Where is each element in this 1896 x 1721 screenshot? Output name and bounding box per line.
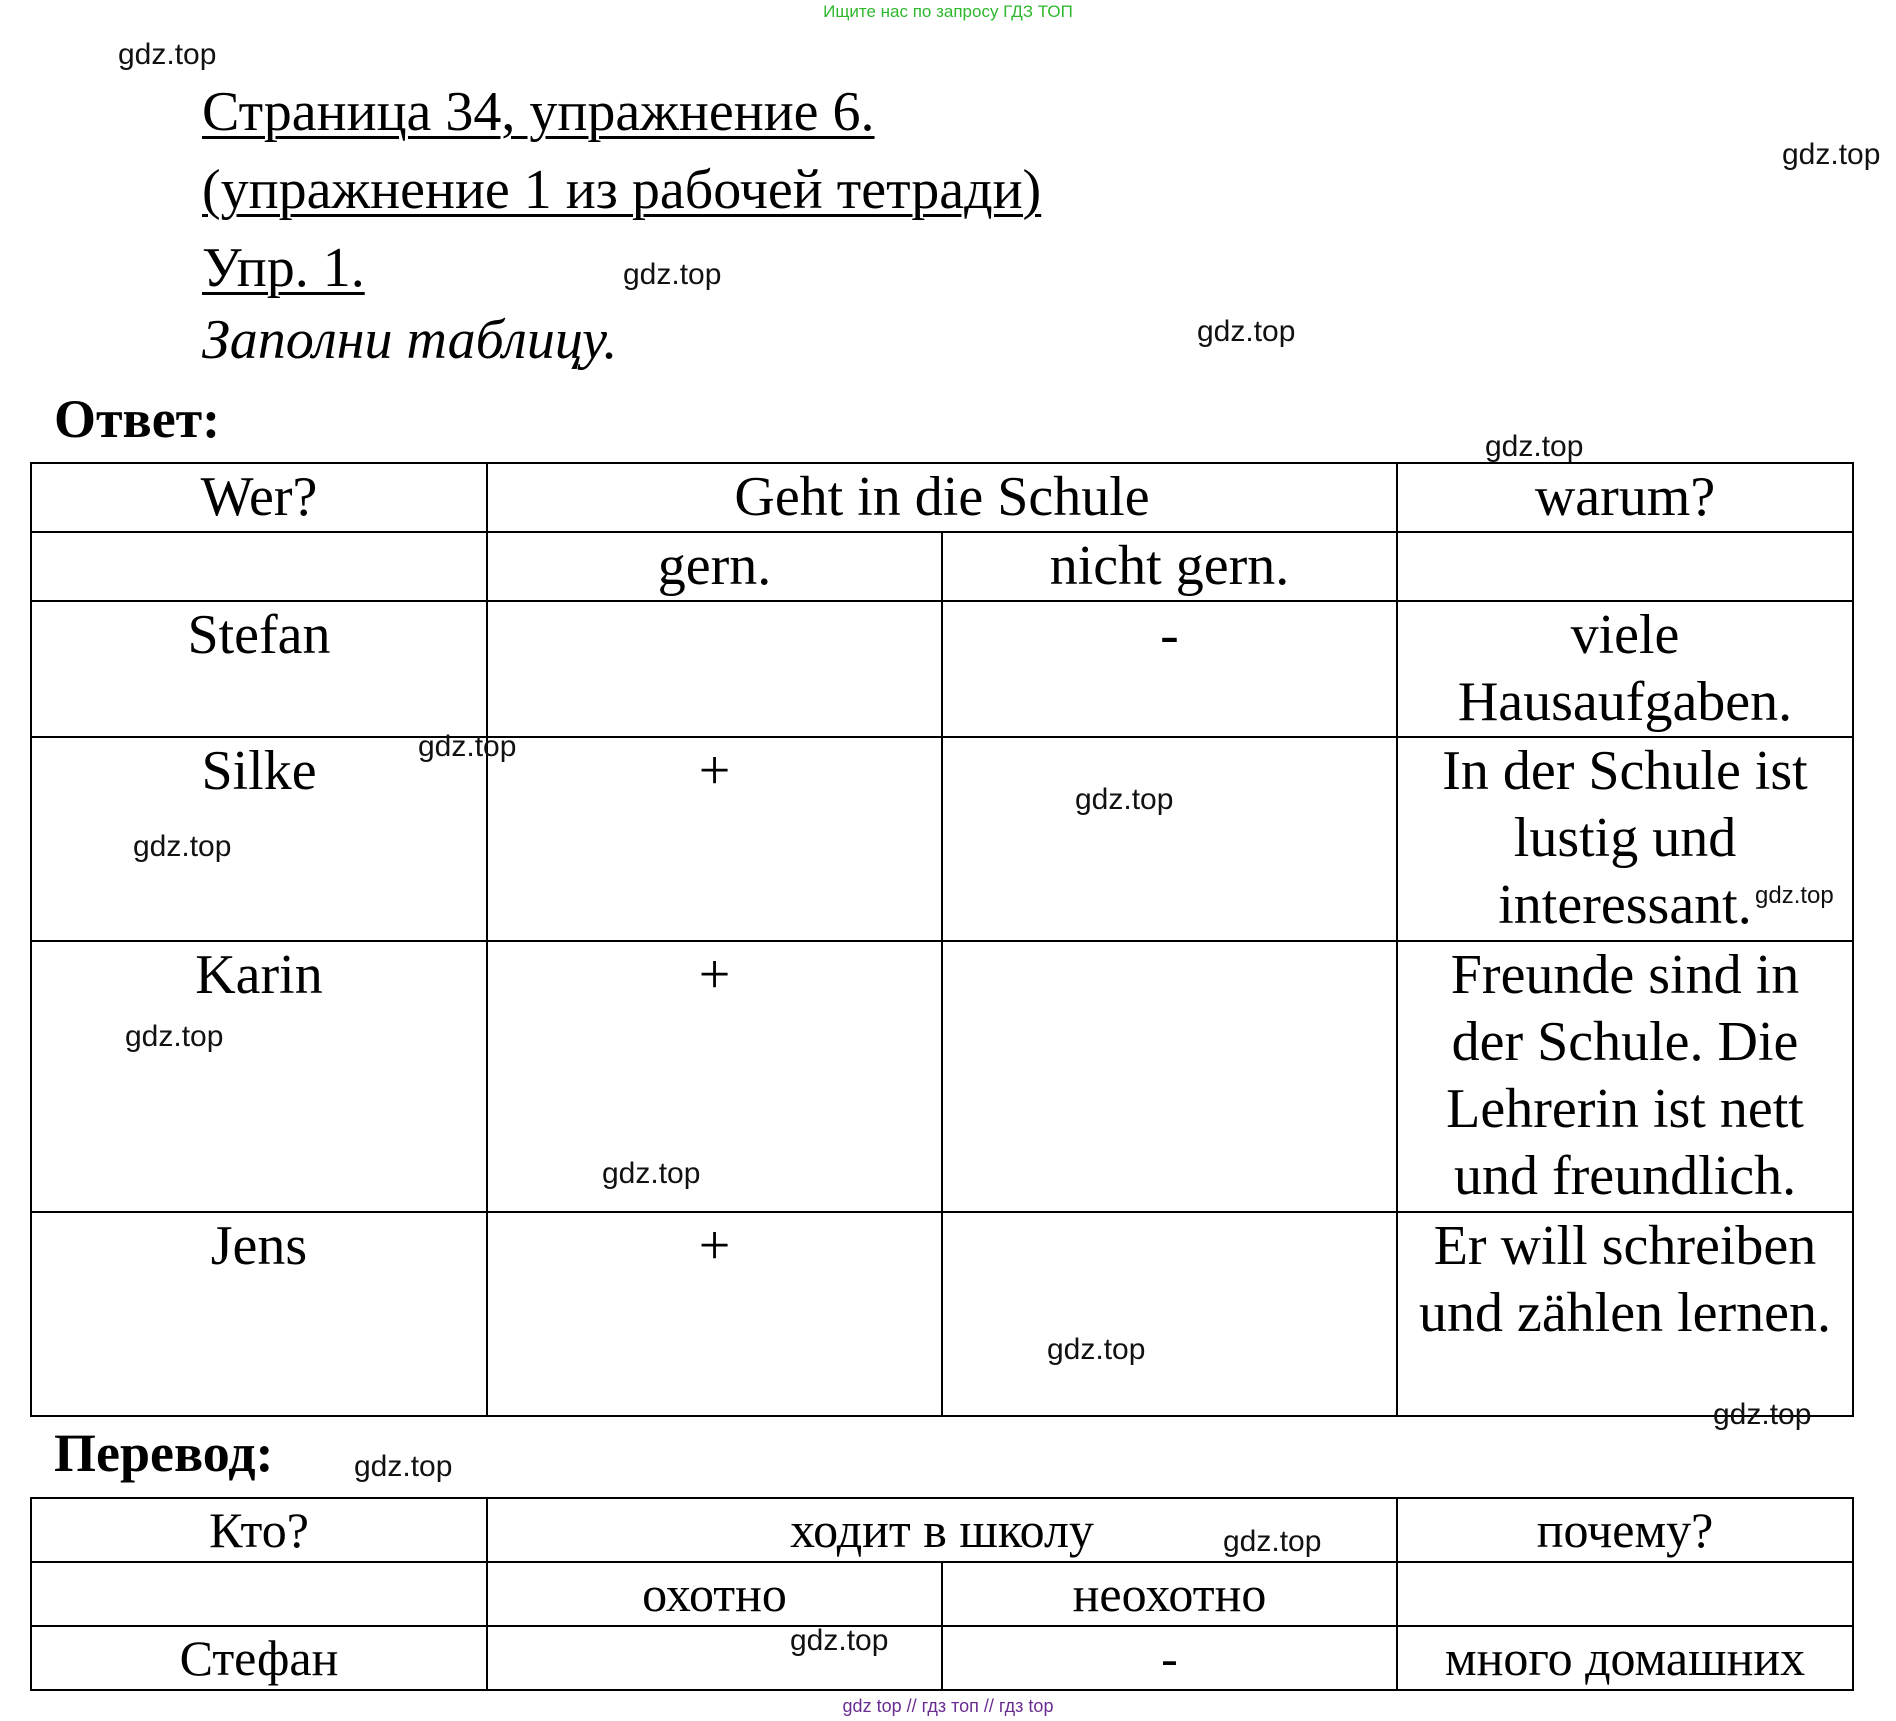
header-why: почему? xyxy=(1397,1498,1853,1562)
translation-label: Перевод: xyxy=(54,1423,274,1483)
cell-who: Karin xyxy=(31,941,487,1212)
footer-links: gdz top // гдз топ // гдз top xyxy=(842,1696,1054,1716)
cell-nicht-gern xyxy=(942,737,1397,941)
task-text: Заполни таблицу. xyxy=(202,309,618,371)
cell-why: In der Schule ist lustig und interessant. xyxy=(1397,737,1853,941)
cell-gern xyxy=(487,601,942,737)
answer-label: Ответ: xyxy=(54,389,221,449)
subheader-gern: охотно xyxy=(487,1562,942,1626)
subheader-nicht-gern: неохотно xyxy=(942,1562,1397,1626)
workbook-heading: (упражнение 1 из рабочей тетради) xyxy=(202,159,1042,221)
watermark: gdz.top xyxy=(1713,1398,1812,1431)
translation-table xyxy=(30,1497,1854,1691)
header-who: Wer? xyxy=(31,463,487,532)
header-why: warum? xyxy=(1397,463,1853,532)
subheader-empty xyxy=(1397,1562,1853,1626)
watermark: gdz.top xyxy=(1047,1333,1146,1366)
watermark: gdz.top xyxy=(790,1624,889,1657)
answer-table xyxy=(30,462,1854,1417)
cell-nicht-gern xyxy=(942,941,1397,1212)
table-row xyxy=(31,1212,1853,1416)
cell-why: много домашних xyxy=(1397,1626,1853,1690)
table-row xyxy=(31,737,1853,941)
cell-who: Stefan xyxy=(31,601,487,737)
watermark: gdz.top xyxy=(623,258,722,291)
cell-nicht-gern xyxy=(942,1212,1397,1416)
exercise-heading: Упр. 1. xyxy=(202,237,365,299)
watermark: gdz.top xyxy=(354,1450,453,1483)
cell-who: Silke xyxy=(31,737,487,941)
cell-who: Стефан xyxy=(31,1626,487,1690)
watermark: gdz.top xyxy=(133,830,232,863)
cell-why: viele Hausaufgaben. xyxy=(1397,601,1853,737)
table-row xyxy=(31,1626,1853,1690)
cell-nicht-gern: - xyxy=(942,601,1397,737)
subheader-gern: gern. xyxy=(487,532,942,601)
header-who: Кто? xyxy=(31,1498,487,1562)
subheader-empty xyxy=(31,1562,487,1626)
watermark: gdz.top xyxy=(418,730,517,763)
cell-why: Freunde sind in der Schule. Die Lehrerin ist nett und freundlich. xyxy=(1397,941,1853,1212)
cell-who: Jens xyxy=(31,1212,487,1416)
watermark: gdz.top xyxy=(1223,1525,1322,1558)
watermark: gdz.top xyxy=(1197,315,1296,348)
cell-gern: + xyxy=(487,941,942,1212)
watermark: gdz.top xyxy=(1075,783,1174,816)
header-goes-to-school: Geht in die Schule xyxy=(487,463,1397,532)
cell-why: Er will schreiben und zählen lernen. xyxy=(1397,1212,1853,1416)
cell-gern: + xyxy=(487,1212,942,1416)
subheader-empty xyxy=(1397,532,1853,601)
watermark: gdz.top xyxy=(1485,430,1584,463)
table-row xyxy=(31,941,1853,1212)
cell-gern: + xyxy=(487,737,942,941)
cell-nicht-gern: - xyxy=(942,1626,1397,1690)
subheader-empty xyxy=(31,532,487,601)
watermark: gdz.top xyxy=(1782,138,1881,171)
top-banner: Ищите нас по запросу ГДЗ ТОП xyxy=(823,2,1073,21)
header-goes-to-school: ходит в школу xyxy=(487,1498,1397,1562)
table-row xyxy=(31,601,1853,737)
watermark: gdz.top xyxy=(602,1157,701,1190)
subheader-nicht-gern: nicht gern. xyxy=(942,532,1397,601)
page-heading: Страница 34, упражнение 6. xyxy=(202,81,875,143)
watermark: gdz.top xyxy=(118,38,217,71)
watermark: gdz.top xyxy=(1755,882,1834,909)
watermark: gdz.top xyxy=(125,1020,224,1053)
